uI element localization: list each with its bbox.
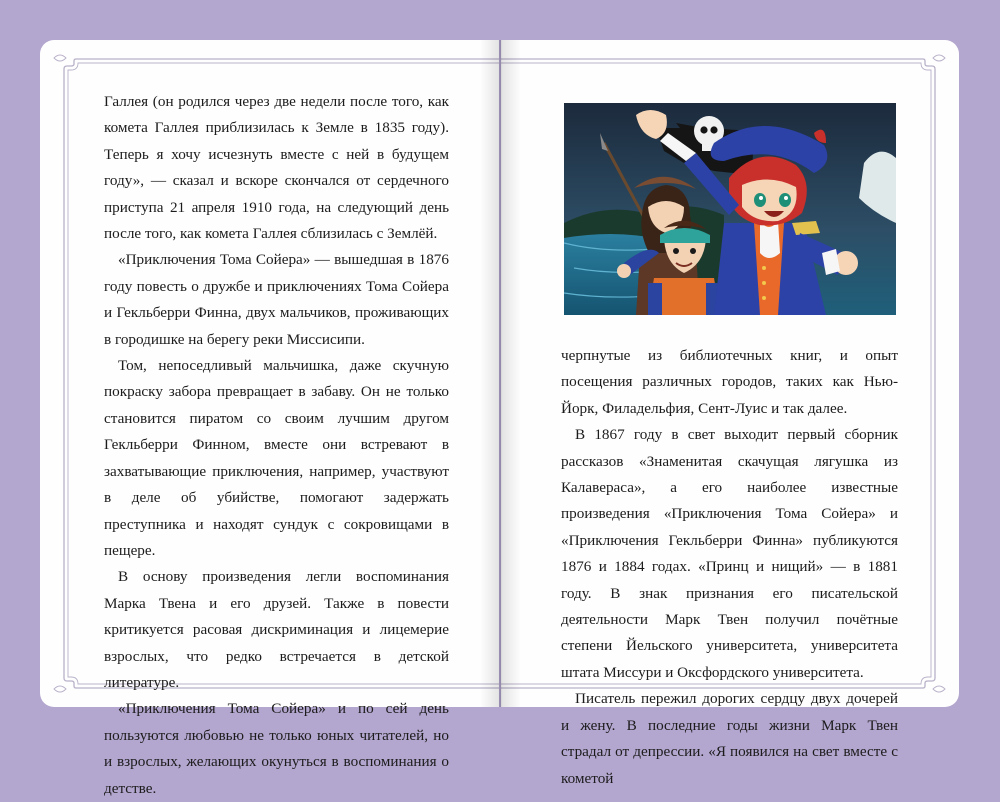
paragraph: В основу произведения легли воспоминания Марка Твена и его друзей. Также в повести критикуется расовая дискриминация и лицемерие взрослых, что редко встречается в детской литературе.	[104, 568, 449, 691]
paragraph: «Приключения Тома Сойера» и по сей день пользуются любовью не только юных читателей, но и взрослых, желающих окунуться в воспоминания о детстве.	[104, 700, 449, 797]
paragraph: В 1867 году в свет выходит первый сборник рассказов «Знаменитая скачущая лягушка из Калавераса», а его наиболее известные произведения «Приключения Тома Сойера» и «Приключения Гекльберри Финна» публикуются 1876 и 1884 годах. «Принц и нищий» — в 1881 году. В знак признания его писательской деятельности Марк Твен получил почётные степени Йельского университета, университета штата Миссури и Оксфордского университета.	[561, 426, 898, 681]
left-page	[40, 40, 499, 797]
pirate-boys-illustration	[564, 103, 896, 315]
paragraph: Галлея (он родился через две недели после того, как комета Галлея приблизилась к Земле в 1835 году). Теперь я хочу исчезнуть вместе с ней в будущем году», — сказал и вскоре скончался от сердечного приступа 21 апреля 1910 года, на следующий день после того, как комета Галлея сблизилась с Землёй.	[104, 93, 449, 243]
right-page	[501, 40, 959, 787]
paragraph: Том, непоседливый мальчишка, даже скучную покраску забора превращает в забаву. Он не только становится пиратом со своим лучшим другом Гекльберри Финном, вместе они встревают в захватывающие приключения, например, участвуют в деле об убийстве, помогают задержать преступника и находят сундук с сокровищами в пещере.	[104, 357, 449, 559]
paragraph: «Приключения Тома Сойера» — вышедшая в 1876 году повесть о дружбе и приключениях Тома Сойера и Гекльберри Финна, двух мальчиков, проживающих в городишке на берегу реки Миссисипи.	[104, 251, 449, 348]
paragraph: Писатель пережил дорогих сердцу двух дочерей и жену. В последние годы жизни Марк Твен страдал от депрессии. «Я появился на свет вместе с кометой	[561, 690, 898, 787]
left-page-text	[104, 89, 449, 802]
right-page-text	[561, 343, 898, 792]
paragraph: черпнутые из библиотечных книг, и опыт посещения различных городов, таких как Нью-Йорк, Филадельфия, Сент-Луис и так далее.	[561, 347, 898, 417]
